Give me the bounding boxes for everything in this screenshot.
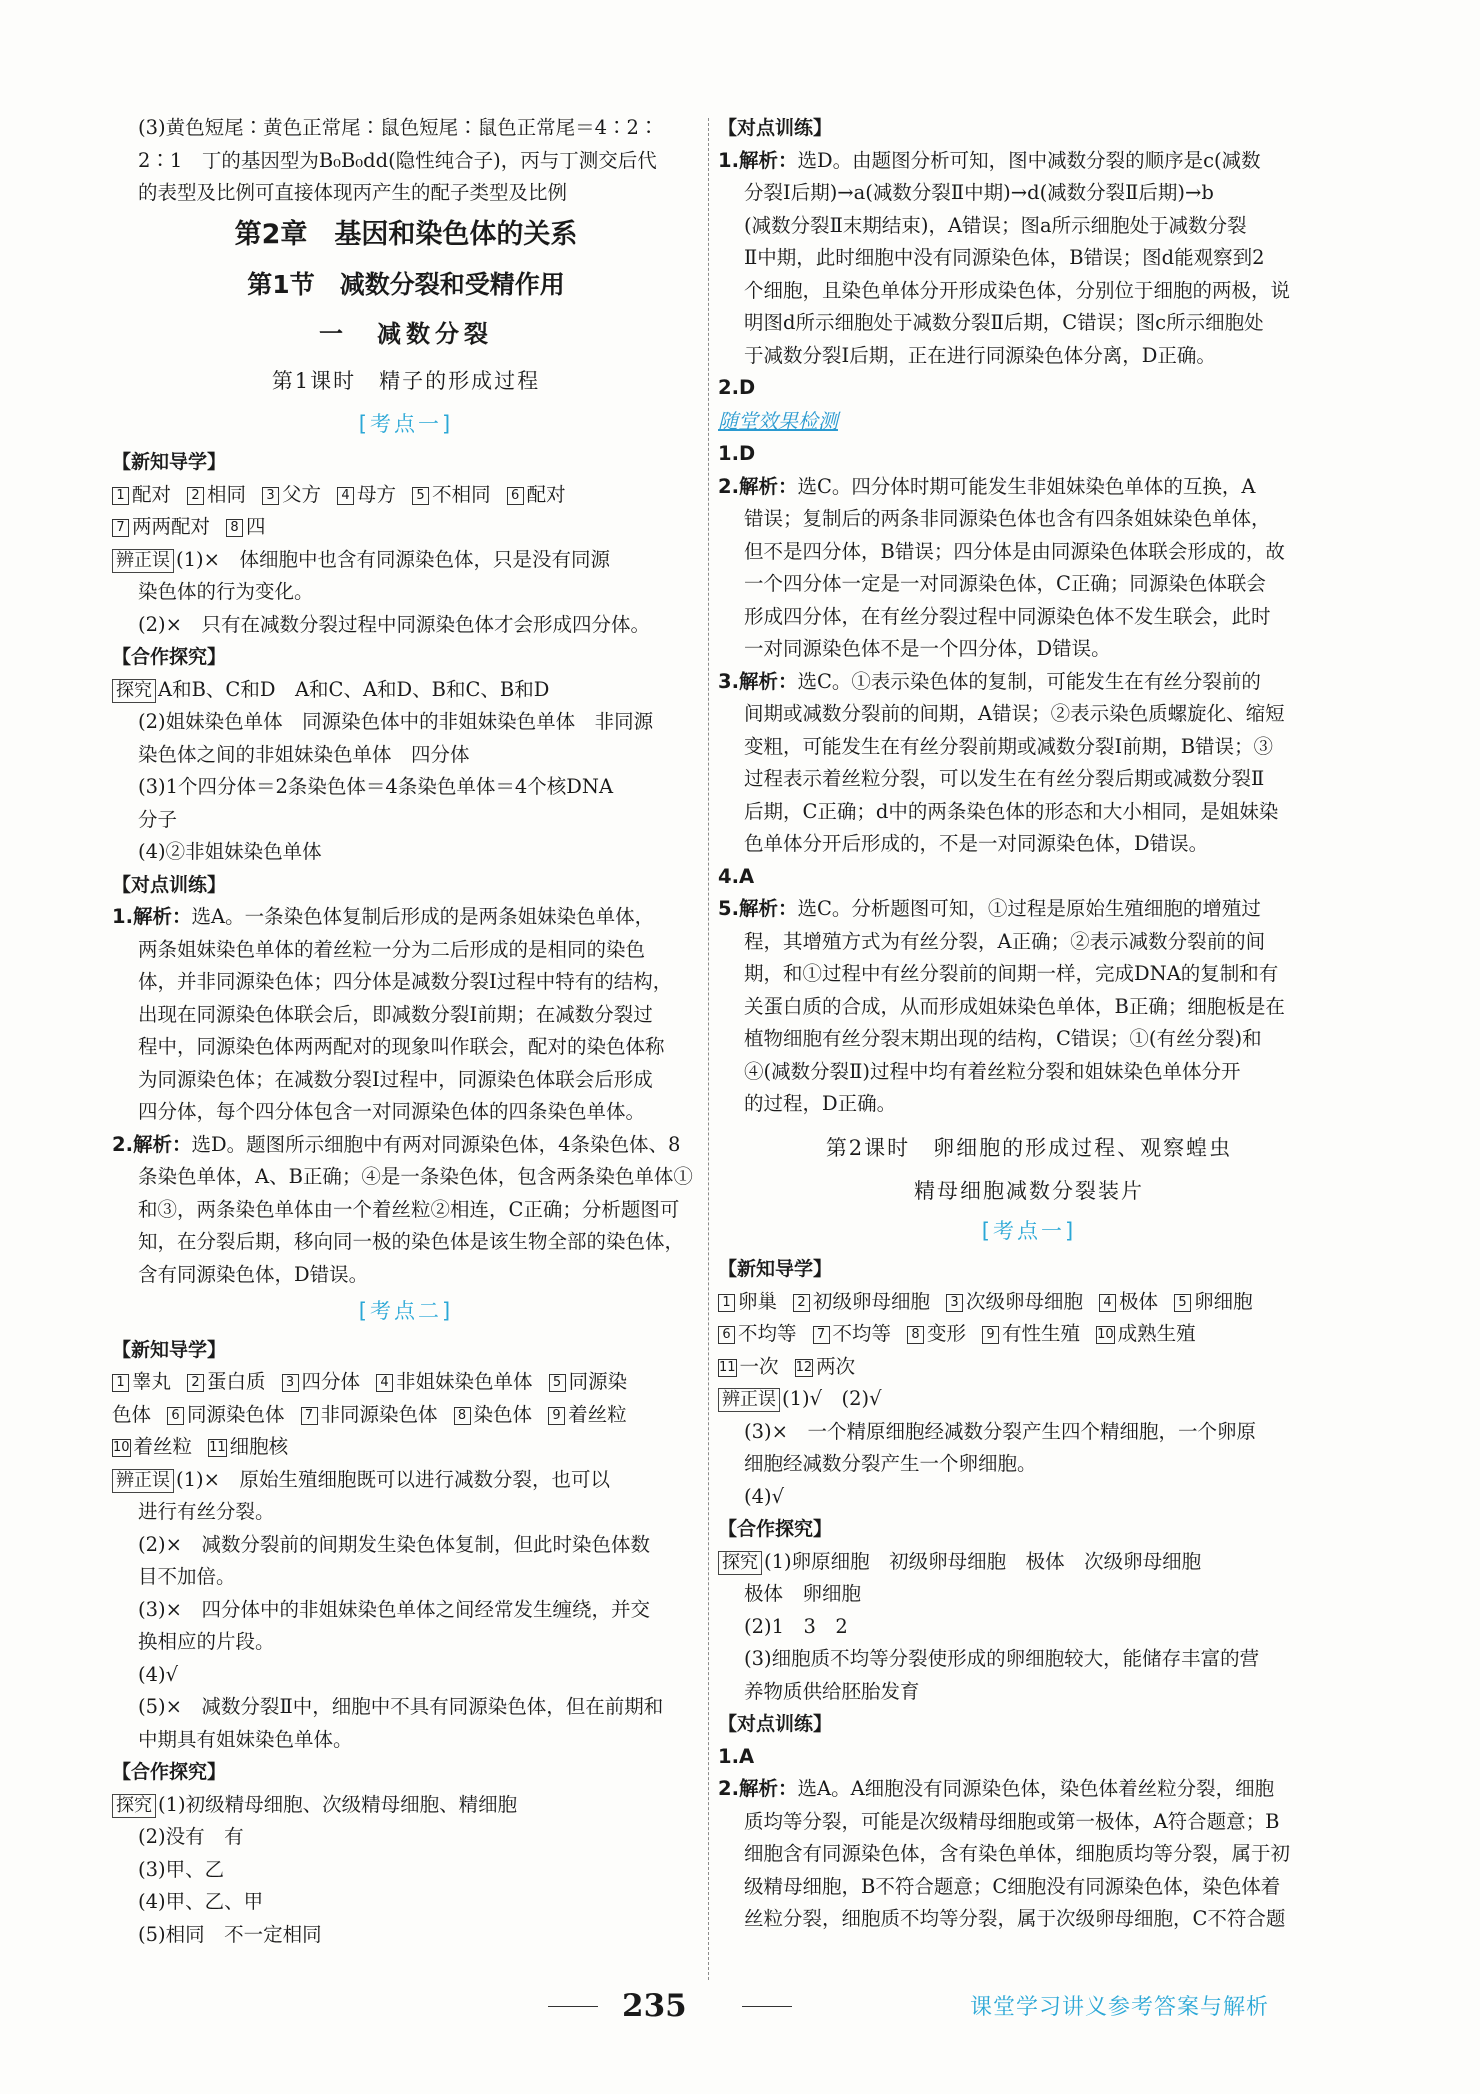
page-number: 235 bbox=[622, 1988, 687, 2024]
numbered-item bbox=[208, 1435, 288, 1458]
numbered-row bbox=[112, 511, 700, 544]
section-head-duidian: 【对点训练】 bbox=[718, 1713, 833, 1735]
item-text: 配对 bbox=[132, 482, 172, 506]
text-line: 5.解析：选C。分析题图可知，①过程是原始生殖细胞的增殖过 bbox=[718, 897, 1261, 920]
intro-block bbox=[112, 112, 700, 210]
right-column bbox=[718, 112, 1340, 1936]
tanjiu-label: 探究 bbox=[112, 679, 156, 703]
item-text: 睾丸 bbox=[132, 1370, 172, 1393]
section-head-xinzhi: 【新知导学】 bbox=[112, 1338, 227, 1361]
lesson-title-cont: 精母细胞减数分裂装片 bbox=[914, 1178, 1144, 1203]
tanjiu-line bbox=[112, 674, 700, 707]
numbered-item bbox=[262, 483, 321, 506]
numbered-item bbox=[112, 483, 171, 506]
tanjiu-line bbox=[112, 1789, 700, 1822]
answer-number: 2.解析： bbox=[112, 1132, 192, 1156]
answer-s5 bbox=[718, 893, 1340, 1121]
section-head-duidian: 【对点训练】 bbox=[112, 873, 227, 896]
answer-q1 bbox=[718, 145, 1340, 373]
item-number: 2 bbox=[187, 487, 204, 505]
numbered-row bbox=[718, 1318, 1340, 1351]
text-line: 极体 卵细胞 bbox=[744, 1582, 862, 1605]
item-number: 4 bbox=[337, 487, 354, 505]
text-line: (4)√ bbox=[744, 1484, 785, 1508]
item-number: 7 bbox=[813, 1326, 830, 1344]
section-head-hezuo: 【合作探究】 bbox=[718, 1518, 833, 1540]
text-line: (1)卵原细胞 初级卵母细胞 极体 次级卵母细胞 bbox=[764, 1549, 1202, 1573]
numbered-item bbox=[507, 483, 566, 506]
bianzheng-label: 辨正误 bbox=[112, 549, 174, 573]
text-line: 一对同源染色体不是一个四分体，D错误。 bbox=[744, 637, 1111, 660]
item-number: 8 bbox=[454, 1407, 471, 1425]
numbered-item bbox=[813, 1322, 892, 1345]
item-text: 变形 bbox=[927, 1322, 967, 1345]
item-text: 相同 bbox=[207, 482, 247, 506]
answer-q1 bbox=[112, 901, 700, 1129]
item-text: 配对 bbox=[526, 482, 566, 506]
text-line: 含有同源染色体，D错误。 bbox=[138, 1262, 369, 1286]
answer-number: 1.解析： bbox=[112, 905, 192, 928]
text-line: 过程表示着丝粒分裂，可以发生在有丝分裂后期或减数分裂Ⅱ bbox=[744, 767, 1265, 790]
numbered-item bbox=[167, 1403, 285, 1426]
text-line: 程，其增殖方式为有丝分裂，A正确；②表示减数分裂前的间 bbox=[744, 929, 1266, 953]
answer-number: 1.解析： bbox=[718, 148, 798, 172]
item-text: 着丝粒 bbox=[133, 1435, 193, 1458]
item-number: 3 bbox=[282, 1374, 299, 1392]
text-line: 明图d所示细胞处于减数分裂Ⅱ后期，C错误；图c所示细胞处 bbox=[744, 311, 1264, 334]
footer-rule-right bbox=[742, 2006, 792, 2007]
numbered-answers bbox=[112, 1366, 700, 1464]
item-number: 9 bbox=[982, 1326, 999, 1344]
text-line: 体，并非同源染色体；四分体是减数分裂Ⅰ过程中特有的结构， bbox=[138, 970, 673, 993]
footer-rule-left bbox=[548, 2006, 598, 2007]
column-divider bbox=[708, 118, 709, 1980]
text-line: (4)甲、乙、甲 bbox=[138, 1890, 264, 1913]
text-line: (4)√ bbox=[138, 1662, 179, 1686]
answer-d1: 1.A bbox=[718, 1744, 755, 1768]
numbered-item bbox=[412, 483, 491, 506]
lesson-title: 第2课时 卵细胞的形成过程、观察蝗虫 bbox=[825, 1135, 1233, 1160]
item-number: 8 bbox=[226, 519, 243, 537]
item-text: 极体 bbox=[1119, 1289, 1159, 1313]
item-number: 10 bbox=[113, 1440, 130, 1455]
numbered-item bbox=[187, 1370, 266, 1393]
item-text: 一次 bbox=[739, 1354, 779, 1378]
bianzheng-line bbox=[112, 1464, 700, 1497]
item-text: 不均等 bbox=[832, 1322, 892, 1345]
item-number: 2 bbox=[793, 1294, 810, 1312]
numbered-answers bbox=[112, 479, 700, 544]
item-text: 不均等 bbox=[738, 1322, 797, 1345]
text-line: 分裂Ⅰ后期)→a(减数分裂Ⅱ中期)→d(减数分裂Ⅱ后期)→b bbox=[744, 181, 1214, 204]
item-text: 同源染 bbox=[568, 1370, 628, 1393]
text-line: 的表型及比例可直接体现丙产生的配子类型及比例 bbox=[138, 181, 568, 204]
numbered-item bbox=[982, 1322, 1080, 1345]
item-text: 蛋白质 bbox=[207, 1370, 266, 1393]
section-head-hezuo: 【合作探究】 bbox=[112, 1761, 227, 1783]
answer-s3 bbox=[718, 666, 1340, 861]
text-line: (5)相同 不一定相同 bbox=[138, 1922, 322, 1946]
numbered-row bbox=[112, 1431, 700, 1464]
suitang-heading: 随堂效果检测 bbox=[718, 408, 838, 433]
item-number: 6 bbox=[167, 1407, 184, 1425]
numbered-item bbox=[112, 1403, 151, 1426]
numbered-item bbox=[112, 1435, 192, 1458]
numbered-item bbox=[337, 483, 396, 506]
section-head-duidian: 【对点训练】 bbox=[718, 117, 833, 139]
item-number: 1 bbox=[112, 1374, 129, 1392]
text-line: 1.解析：选D。由题图分析可知，图中减数分裂的顺序是c(减数 bbox=[718, 148, 1261, 172]
item-text: 色体 bbox=[112, 1402, 152, 1426]
numbered-item bbox=[187, 483, 246, 506]
text-line: 条染色单体，A、B正确；④是一条染色体，包含两条染色单体① bbox=[138, 1165, 693, 1188]
item-number: 11 bbox=[719, 1359, 736, 1375]
text-line: 2.解析：选C。四分体时期可能发生非姐妹染色单体的互换，A bbox=[718, 474, 1256, 498]
text-line: (1)√ (2)√ bbox=[782, 1387, 882, 1410]
item-text: 初级卵母细胞 bbox=[813, 1289, 931, 1313]
text-line: 个细胞，且染色单体分开形成染色体，分别位于细胞的两极，说 bbox=[744, 278, 1291, 302]
item-number: 1 bbox=[718, 1294, 735, 1312]
numbered-item bbox=[1096, 1322, 1196, 1345]
numbered-row bbox=[112, 1366, 700, 1399]
bianzheng-label: 辨正误 bbox=[112, 1469, 174, 1493]
numbered-row bbox=[718, 1286, 1340, 1319]
text-line: 错误；复制后的两条非同源染色体也含有四条姐妹染色单体， bbox=[744, 507, 1271, 530]
text-line: (2)× 减数分裂前的间期发生染色体复制，但此时染色体数 bbox=[138, 1532, 650, 1556]
answer-q2: 2.D bbox=[718, 376, 756, 399]
text-line: (3)细胞质不均等分裂使形成的卵细胞较大，能储存丰富的营 bbox=[744, 1647, 1260, 1670]
numbered-row bbox=[718, 1351, 1340, 1384]
text-line: 但不是四分体，B错误；四分体是由同源染色体联会形成的，故 bbox=[744, 539, 1285, 563]
text-line: (3)1个四分体＝2条染色体＝4条染色单体＝4个核DNA bbox=[138, 775, 614, 798]
answer-number: 3.解析： bbox=[718, 669, 798, 693]
numbered-item bbox=[795, 1355, 856, 1378]
item-number: 5 bbox=[1174, 1294, 1191, 1312]
item-text: 父方 bbox=[282, 482, 322, 506]
item-number: 11 bbox=[209, 1440, 226, 1455]
numbered-row bbox=[112, 479, 700, 512]
text-line: 关蛋白质的合成，从而形成姐妹染色单体，B正确；细胞板是在 bbox=[744, 994, 1285, 1018]
book-title: 课堂学习讲义参考答案与解析 bbox=[970, 1995, 1270, 2020]
text-line: 质均等分裂，可能是次级精母细胞或第一极体，A符合题意；B bbox=[744, 1809, 1280, 1833]
text-line: 四分体，每个四分体包含一对同源染色体的四条染色单体。 bbox=[138, 1100, 646, 1123]
text-line: 丝粒分裂，细胞质不均等分裂，属于次级卵母细胞，C不符合题 bbox=[744, 1907, 1286, 1930]
numbered-row bbox=[112, 1399, 700, 1432]
numbered-item bbox=[226, 515, 266, 538]
section-head-hezuo: 【合作探究】 bbox=[112, 646, 227, 668]
text-line: 养物质供给胚胎发育 bbox=[744, 1679, 920, 1703]
numbered-item bbox=[718, 1355, 779, 1378]
text-line: 两条姐妹染色单体的着丝粒一分为二后形成的是相同的染色 bbox=[138, 937, 646, 961]
subsection-title: 一 减数分裂 bbox=[319, 318, 493, 348]
numbered-item bbox=[112, 515, 210, 538]
suitang-heading-line bbox=[718, 405, 1340, 439]
answer-s2 bbox=[718, 471, 1340, 666]
item-text: 卵巢 bbox=[738, 1289, 778, 1313]
text-line: (1)× 原始生殖细胞既可以进行减数分裂，也可以 bbox=[176, 1467, 610, 1491]
text-line: 换相应的片段。 bbox=[138, 1630, 275, 1653]
text-line: 2.解析：选A。A细胞没有同源染色体，染色体着丝粒分裂，细胞 bbox=[718, 1777, 1275, 1800]
text-line: 期，和①过程中有丝分裂前的间期一样，完成DNA的复制和有 bbox=[744, 962, 1279, 985]
item-number: 7 bbox=[301, 1407, 318, 1425]
item-text: 次级卵母细胞 bbox=[966, 1289, 1084, 1313]
text-line: 级精母细胞，B不符合题意；C细胞没有同源染色体，染色体着 bbox=[744, 1874, 1281, 1898]
item-number: 8 bbox=[907, 1326, 924, 1344]
item-number: 6 bbox=[718, 1326, 735, 1344]
section-head-xinzhi: 【新知导学】 bbox=[112, 451, 227, 473]
text-line: 间期或减数分裂前的间期，A错误；②表示染色质螺旋化、缩短 bbox=[744, 702, 1285, 725]
text-line: 色单体分开后形成的，不是一对同源染色体，D错误。 bbox=[744, 832, 1209, 855]
text-line: 2.解析：选D。题图所示细胞中有两对同源染色体，4条染色体、8 bbox=[112, 1132, 681, 1156]
answer-s1: 1.D bbox=[718, 442, 756, 465]
item-text: 母方 bbox=[357, 482, 397, 506]
numbered-item bbox=[548, 1403, 627, 1426]
text-line: (3)× 一个精原细胞经减数分裂产生四个精细胞，一个卵原 bbox=[744, 1419, 1256, 1443]
item-number: 7 bbox=[112, 519, 129, 537]
numbered-item bbox=[718, 1290, 777, 1313]
chapter-title: 第2章 基因和染色体的关系 bbox=[234, 218, 578, 250]
item-text: 非同源染色体 bbox=[320, 1402, 438, 1426]
item-number: 3 bbox=[262, 487, 279, 505]
text-line: 2∶1 丁的基因型为B₀B₀dd(隐性纯合子)，丙与丁测交后代 bbox=[138, 148, 657, 172]
text-line: (2)× 只有在减数分裂过程中同源染色体才会形成四分体。 bbox=[138, 612, 650, 636]
numbered-item bbox=[718, 1322, 797, 1345]
answer-q2 bbox=[112, 1129, 700, 1292]
item-text: 成熟生殖 bbox=[1117, 1322, 1196, 1345]
item-number: 10 bbox=[1097, 1327, 1114, 1342]
text-line: 一个四分体一定是一对同源染色体，C正确；同源染色体联会 bbox=[744, 572, 1266, 595]
text-line: A和B、C和D A和C、A和D、B和C、B和D bbox=[158, 677, 550, 701]
text-line: 形成四分体，在有丝分裂过程中同源染色体不发生联会，此时 bbox=[744, 604, 1271, 628]
item-number: 5 bbox=[412, 487, 429, 505]
item-number: 6 bbox=[507, 487, 524, 505]
kaodian-heading: [考点一] bbox=[358, 411, 454, 436]
answer-number: 2.解析： bbox=[718, 474, 798, 498]
section-title: 第1节 减数分裂和受精作用 bbox=[247, 269, 565, 299]
numbered-item bbox=[282, 1370, 361, 1393]
text-line: (2)1 3 2 bbox=[744, 1614, 848, 1638]
item-number: 4 bbox=[1099, 1294, 1116, 1312]
item-text: 四 bbox=[246, 515, 266, 538]
numbered-answers bbox=[718, 1286, 1340, 1384]
kaodian-heading: [考点一] bbox=[981, 1218, 1077, 1243]
text-line: 知，在分裂后期，移向同一极的染色体是该生物全部的染色体， bbox=[138, 1230, 685, 1253]
text-line: Ⅱ中期，此时细胞中没有同源染色体，B错误；图d能观察到2 bbox=[744, 246, 1265, 269]
item-text: 着丝粒 bbox=[568, 1402, 627, 1426]
text-line: 细胞经减数分裂产生一个卵细胞。 bbox=[744, 1452, 1037, 1475]
numbered-item bbox=[301, 1403, 438, 1426]
bianzheng-line bbox=[718, 1383, 1340, 1416]
numbered-item bbox=[112, 1370, 171, 1393]
item-number: 4 bbox=[376, 1374, 393, 1392]
answer-s4: 4.A bbox=[718, 864, 755, 888]
text-line: 1.解析：选A。一条染色体复制后形成的是两条姐妹染色单体， bbox=[112, 905, 655, 928]
numbered-item bbox=[907, 1322, 966, 1345]
text-line: 为同源染色体；在减数分裂Ⅰ过程中，同源染色体联会后形成 bbox=[138, 1067, 653, 1091]
left-column bbox=[112, 112, 700, 1951]
text-line: (1)初级精母细胞、次级精母细胞、精细胞 bbox=[158, 1792, 518, 1816]
item-number: 5 bbox=[549, 1374, 566, 1392]
text-line: (3)黄色短尾∶黄色正常尾∶鼠色短尾∶鼠色正常尾＝4∶2∶ bbox=[138, 116, 659, 139]
item-text: 非姐妹染色单体 bbox=[396, 1370, 533, 1393]
text-line: 变粗，可能发生在有丝分裂前期或减数分裂Ⅰ前期，B错误；③ bbox=[744, 734, 1274, 758]
item-text: 两次 bbox=[816, 1354, 856, 1378]
text-line: 3.解析：选C。①表示染色体的复制，可能发生在有丝分裂前的 bbox=[718, 669, 1261, 693]
text-line: (4)②非姐妹染色单体 bbox=[138, 840, 322, 863]
item-number: 9 bbox=[548, 1407, 565, 1425]
item-text: 四分体 bbox=[301, 1370, 361, 1393]
text-line: (减数分裂Ⅱ末期结束)，A错误；图a所示细胞处于减数分裂 bbox=[744, 213, 1247, 237]
text-line: 程中，同源染色体两两配对的现象叫作联会，配对的染色体称 bbox=[138, 1035, 665, 1058]
item-number: 12 bbox=[795, 1359, 813, 1375]
numbered-item bbox=[549, 1370, 628, 1393]
item-number: 2 bbox=[187, 1374, 204, 1392]
item-number: 3 bbox=[946, 1294, 963, 1312]
text-line: 中期具有姐妹染色单体。 bbox=[138, 1727, 353, 1751]
text-line: 出现在同源染色体联会后，即减数分裂Ⅰ前期；在减数分裂过 bbox=[138, 1002, 653, 1026]
text-line: 细胞含有同源染色体，含有染色单体，细胞质均等分裂，属于初 bbox=[744, 1842, 1291, 1865]
text-line: 染色体的行为变化。 bbox=[138, 580, 314, 603]
text-line: (2)没有 有 bbox=[138, 1825, 244, 1848]
bianzheng-line bbox=[112, 544, 700, 577]
answer-number: 2.解析： bbox=[718, 1777, 798, 1800]
tanjiu-line bbox=[718, 1546, 1340, 1579]
answer-d2 bbox=[718, 1773, 1340, 1936]
numbered-item bbox=[1099, 1290, 1158, 1313]
item-text: 有性生殖 bbox=[1002, 1322, 1081, 1345]
text-line: (2)姐妹染色单体 同源染色体中的非姐妹染色单体 非同源 bbox=[138, 710, 654, 733]
text-line: (5)× 减数分裂Ⅱ中，细胞中不具有同源染色体，但在前期和 bbox=[138, 1695, 664, 1718]
numbered-item bbox=[376, 1370, 533, 1393]
section-head-xinzhi: 【新知导学】 bbox=[718, 1258, 833, 1280]
item-text: 染色体 bbox=[473, 1402, 533, 1426]
text-line: 植物细胞有丝分裂末期出现的结构，C错误；①(有丝分裂)和 bbox=[744, 1027, 1262, 1050]
text-line: 后期，C正确；d中的两条染色体的形态和大小相同，是姐妹染 bbox=[744, 799, 1279, 823]
item-text: 两两配对 bbox=[132, 515, 211, 538]
text-line: 的过程，D正确。 bbox=[744, 1092, 897, 1115]
answer-number: 5.解析： bbox=[718, 897, 798, 920]
item-text: 细胞核 bbox=[229, 1435, 289, 1458]
text-line: (3)甲、乙 bbox=[138, 1857, 225, 1881]
text-line: 进行有丝分裂。 bbox=[138, 1500, 275, 1523]
text-line: 分子 bbox=[138, 807, 178, 831]
text-line: ④(减数分裂Ⅱ)过程中均有着丝粒分裂和姐妹染色单体分开 bbox=[744, 1059, 1241, 1083]
item-number: 1 bbox=[112, 487, 129, 505]
numbered-item bbox=[454, 1403, 533, 1426]
text-line: (1)× 体细胞中也含有同源染色体，只是没有同源 bbox=[176, 547, 610, 571]
numbered-item bbox=[946, 1290, 1083, 1313]
bianzheng-label: 辨正误 bbox=[718, 1388, 780, 1412]
text-line: (3)× 四分体中的非姐妹染色单体之间经常发生缠绕，并交 bbox=[138, 1597, 650, 1621]
tanjiu-label: 探究 bbox=[718, 1551, 762, 1575]
numbered-item bbox=[793, 1290, 930, 1313]
text-line: 染色体之间的非姐妹染色单体 四分体 bbox=[138, 742, 470, 766]
text-line: 目不加倍。 bbox=[138, 1565, 236, 1588]
bianzheng-block bbox=[112, 1496, 700, 1756]
item-text: 卵细胞 bbox=[1194, 1289, 1253, 1313]
item-text: 不相同 bbox=[432, 482, 491, 506]
kaodian-heading: [考点二] bbox=[358, 1299, 454, 1323]
item-text: 同源染色体 bbox=[187, 1402, 285, 1426]
tanjiu-label: 探究 bbox=[112, 1794, 156, 1818]
numbered-item bbox=[1174, 1290, 1253, 1313]
text-line: 和③，两条染色单体由一个着丝粒②相连，C正确；分析题图可 bbox=[138, 1197, 680, 1221]
text-line: 于减数分裂Ⅰ后期，正在进行同源染色体分离，D正确。 bbox=[744, 343, 1216, 367]
lesson-title: 第1课时 精子的形成过程 bbox=[271, 368, 541, 393]
